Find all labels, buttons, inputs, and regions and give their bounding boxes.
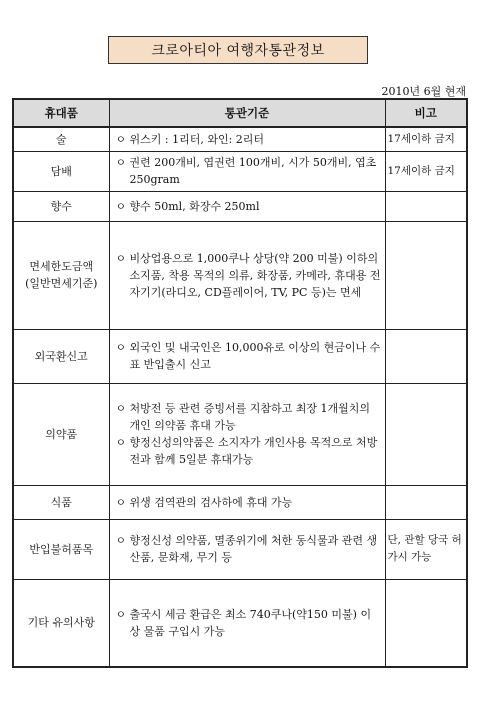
criteria-item [116,434,381,468]
table-header-row [13,99,467,127]
row-note [385,383,467,485]
category-line: 식품 [50,495,72,509]
criteria-text: 위스키 : 1리터, 와인: 2리터 [129,132,265,146]
row-note [385,221,467,329]
criteria-text: 처방전 등 관련 증빙서를 지참하고 최장 1개월치의 개인 의약품 휴대 가능 [129,402,370,432]
category-line: 반입불허품목 [29,542,94,556]
criteria-item [116,250,381,301]
row-note: 17세이하 금지 [385,151,467,191]
row-category [13,329,109,383]
row-category [13,579,109,667]
table-row [13,485,467,519]
criteria-item [116,400,381,434]
bullet-icon: ㅇ [115,132,127,146]
table-body [13,127,467,667]
table-row [13,221,467,329]
bullet-icon: ㅇ [115,341,127,354]
criteria-item [116,606,381,640]
row-criteria [109,485,385,519]
bullet-icon: ㅇ [115,607,127,621]
row-criteria [109,579,385,667]
row-criteria [109,151,385,191]
bullet-icon: ㅇ [115,436,127,449]
criteria-item [116,131,381,148]
criteria-item [116,339,381,373]
row-category [13,519,109,579]
table-row [13,191,467,221]
bullet-icon: ㅇ [115,251,127,265]
row-note [385,485,467,519]
criteria-text: 권련 200개비, 엽권련 100개비, 시가 50개비, 엽초 250gram [129,156,377,186]
criteria-item [116,532,381,566]
criteria-text: 비상업용으로 1,000쿠나 상당(약 200 미불) 이하의 소지품, 착용 목적의 의류, 화장품, 카메라, 휴대용 전자기기(라디오, CD플레이어, TV, PC 등)는 면세 [129,251,381,299]
header-criteria: 통관기준 [109,99,385,127]
row-note [385,191,467,221]
row-note [385,329,467,383]
category-line: 향수 [50,199,72,213]
criteria-item [116,198,381,215]
row-criteria [109,221,385,329]
category-line: 면세한도금액 [29,260,94,273]
row-criteria [109,519,385,579]
category-line: (일반면세기준) [25,277,98,290]
criteria-text: 위생 검역관의 검사하에 휴대 가능 [129,495,293,509]
row-note: 단, 관할 당국 허가시 가능 [385,519,467,579]
row-note [385,579,467,667]
row-category [13,383,109,485]
criteria-item [116,494,381,511]
row-category [13,221,109,329]
table-row [13,579,467,667]
row-criteria [109,383,385,485]
row-category [13,191,109,221]
bullet-icon: ㅇ [115,156,127,169]
bullet-icon: ㅇ [115,402,127,415]
table-row [13,383,467,485]
row-criteria [109,329,385,383]
page-title: 크로아티아 여행자통관정보 [108,36,368,64]
criteria-text: 향수 50ml, 화장수 250ml [129,199,260,213]
bullet-icon: ㅇ [115,199,127,213]
category-line: 술 [55,132,67,146]
criteria-text: 향정신성 의약품, 멸종위기에 처한 동식물과 관련 생산품, 문화재, 무기 등 [129,534,378,564]
category-line: 담배 [50,164,72,178]
table-row [13,519,467,579]
table-row [13,127,467,151]
row-criteria [109,191,385,221]
customs-table-wrapper [12,98,466,668]
row-criteria [109,127,385,151]
table-row [13,329,467,383]
category-line: 기타 유의사항 [27,616,95,630]
header-item: 휴대품 [13,99,109,127]
category-line: 외국환신고 [34,349,88,363]
header-note: 비고 [385,99,467,127]
customs-table [12,98,468,668]
date-label: 2010년 6월 현재 [381,85,466,98]
criteria-text: 향정신성의약품은 소지자가 개인사용 목적으로 처방전과 함께 5일분 휴대가능 [129,436,378,466]
criteria-item [116,154,381,188]
bullet-icon: ㅇ [115,534,127,547]
row-category [13,485,109,519]
criteria-text: 외국인 및 내국인은 10,000유로 이상의 현금이나 수표 반입출시 신고 [129,341,381,371]
row-note: 17세이하 금지 [385,127,467,151]
row-category [13,151,109,191]
bullet-icon: ㅇ [115,495,127,509]
criteria-text: 출국시 세금 환급은 최소 740쿠나(약150 미불) 이상 물품 구입시 가능 [129,607,372,638]
row-category [13,127,109,151]
category-line: 의약품 [45,427,78,441]
table-row [13,151,467,191]
